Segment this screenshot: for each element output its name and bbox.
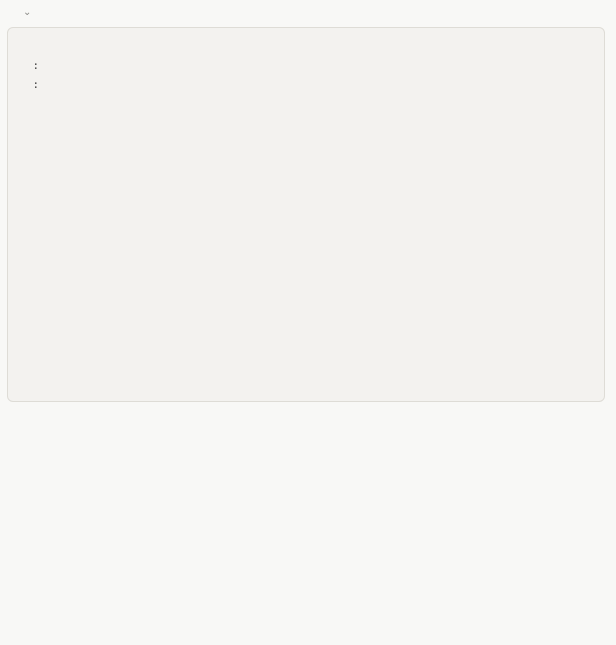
chevron-down-icon: ⌄ xyxy=(23,6,32,18)
json-owner-line: : xyxy=(32,60,46,72)
json-table-line: : xyxy=(32,79,46,91)
tool-result-toggle-expanded[interactable] xyxy=(14,3,31,21)
columns-header xyxy=(20,182,580,296)
